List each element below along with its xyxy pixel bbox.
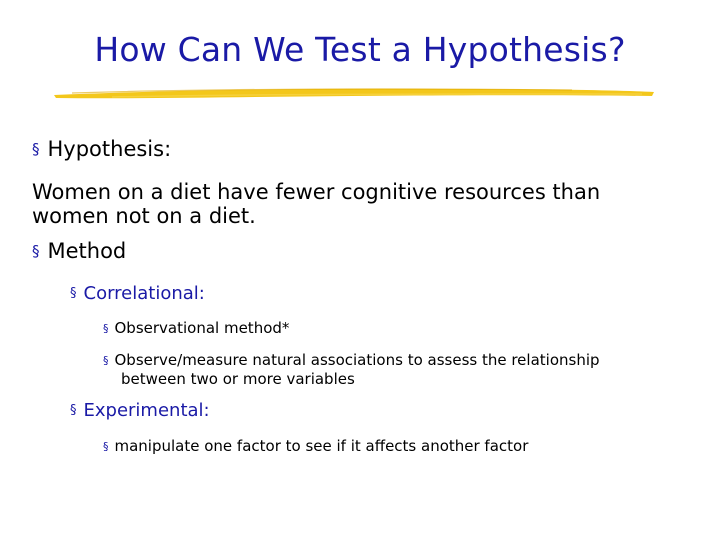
bullet-marker: § xyxy=(32,140,40,158)
list-item-observational xyxy=(103,319,289,338)
bullet-marker: § xyxy=(103,440,109,453)
title-underline xyxy=(52,84,656,102)
hypothesis-text xyxy=(32,180,600,228)
experimental-label: Experimental: xyxy=(83,400,210,421)
bullet-hypothesis xyxy=(32,137,171,161)
bullet-marker: § xyxy=(32,242,40,260)
list-item-manipulate xyxy=(103,437,528,456)
correlational-label: Correlational: xyxy=(83,283,205,304)
list-item-observe-measure xyxy=(103,351,600,388)
bullet-method xyxy=(32,239,126,263)
list-item-text: Observational method* xyxy=(114,319,290,337)
bullet-marker: § xyxy=(103,322,109,335)
bullet-marker: § xyxy=(70,403,77,418)
list-item-text: manipulate one factor to see if it affects another factor xyxy=(114,437,529,455)
hypothesis-label: Hypothesis: xyxy=(47,137,172,161)
bullet-experimental xyxy=(70,400,210,421)
list-item-text-continued: between two or more variables xyxy=(121,370,355,388)
hypothesis-text-line2: women not on a diet. xyxy=(32,204,256,228)
bullet-correlational xyxy=(70,283,205,304)
slide-title: How Can We Test a Hypothesis? xyxy=(94,30,626,69)
list-item-text: Observe/measure natural associations to assess the relationship xyxy=(114,351,600,369)
hypothesis-text-line1: Women on a diet have fewer cognitive resources than xyxy=(32,180,601,204)
method-label: Method xyxy=(47,239,127,263)
bullet-marker: § xyxy=(70,286,77,301)
bullet-marker: § xyxy=(103,354,109,367)
